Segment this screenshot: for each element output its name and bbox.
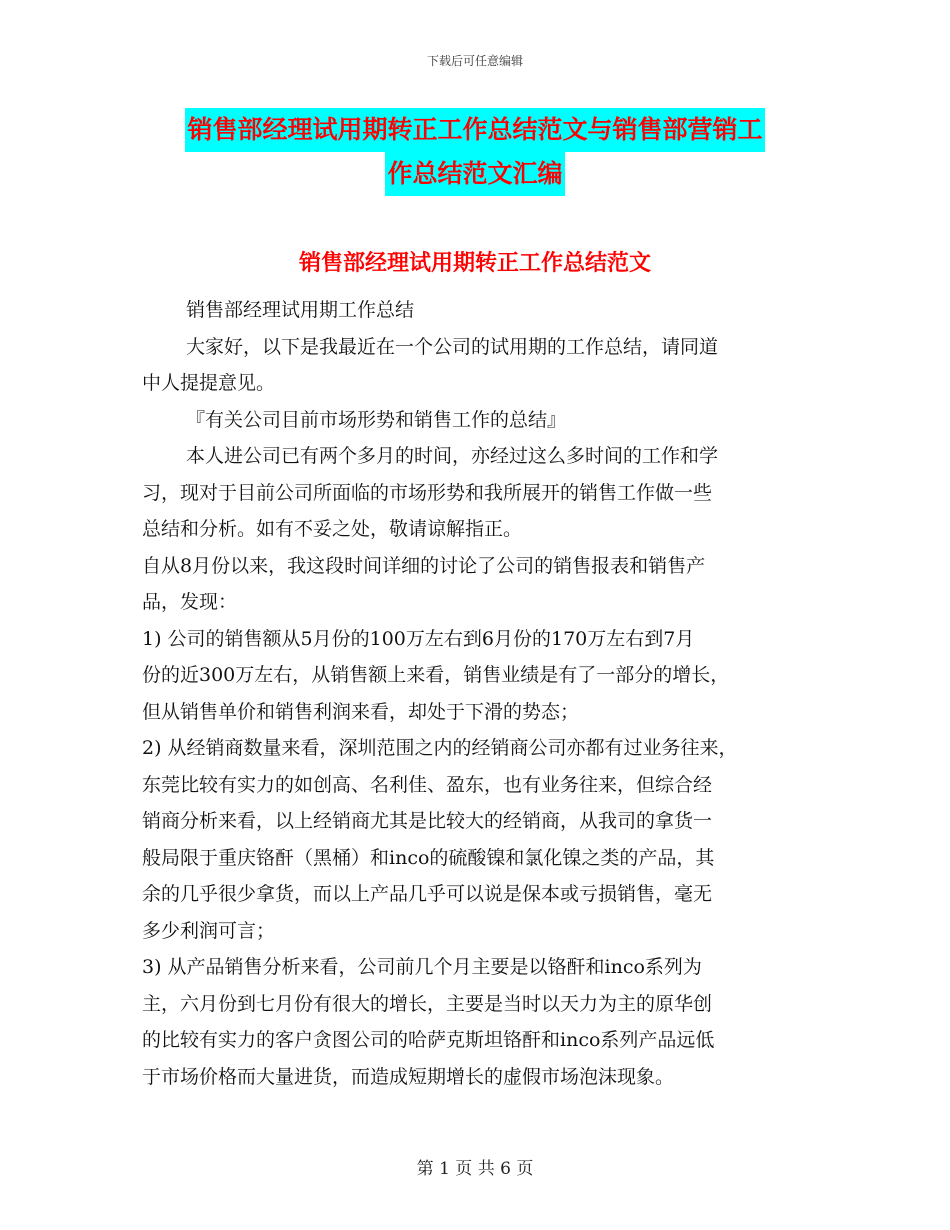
paragraph-line: 3) 从产品销售分析来看，公司前几个月主要是以铬酐和inco系列为 — [142, 956, 702, 978]
paragraph-line: 但从销售单价和销售利润来看，却处于下滑的势态； — [142, 700, 580, 723]
paragraph-line: 总结和分析。如有不妥之处，敬请谅解指正。 — [142, 518, 523, 540]
paragraph-line: 余的几乎很少拿货，而以上产品几乎可以说是保本或亏损销售，毫无 — [142, 883, 713, 905]
paragraph-line: 份的近300万左右，从销售额上来看，销售业绩是有了一部分的增长， — [142, 664, 730, 686]
paragraph-line: 般局限于重庆铬酐（黑桶）和inco的硫酸镍和氯化镍之类的产品，其 — [142, 846, 715, 869]
section-title: 销售部经理试用期转正工作总结范文 — [298, 251, 651, 276]
paragraph-line: 销商分析来看，以上经销商尤其是比较大的经销商，从我司的拿货一 — [142, 810, 713, 832]
paragraph-line: 本人进公司已有两个多月的时间，亦经过这么多时间的工作和学 — [186, 445, 719, 467]
paragraph-line: 『有关公司目前市场形势和销售工作的总结』 — [186, 408, 567, 431]
paragraph-line: 2) 从经销商数量来看，深圳范围之内的经销商公司亦都有过业务往来， — [142, 737, 738, 759]
paragraph-line: 的比较有实力的客户贪图公司的哈萨克斯坦铬酐和inco系列产品远低 — [142, 1029, 715, 1051]
paragraph-line: 大家好，以下是我最近在一个公司的试用期的工作总结，请同道 — [186, 335, 719, 358]
paragraph-line: 多少利润可言； — [142, 919, 276, 942]
paragraph-line: 自从8月份以来，我这段时间详细的讨论了公司的销售报表和销售产 — [142, 554, 706, 577]
paragraph-line: 习，现对于目前公司所面临的市场形势和我所展开的销售工作做一些 — [142, 481, 713, 504]
page-footer: 第 1 页 共 6 页 — [416, 1159, 534, 1179]
body-text — [142, 292, 822, 1095]
paragraph-line: 主，六月份到七月份有很大的增长，主要是当时以天力为主的原华创 — [142, 992, 713, 1015]
document-title — [120, 108, 830, 196]
paragraph-line: 1) 公司的销售额从5月份的100万左右到6月份的170万左右到7月 — [142, 627, 695, 650]
paragraph-line: 于市场价格而大量进货，而造成短期增长的虚假市场泡沫现象。 — [142, 1065, 675, 1088]
paragraph-line: 品，发现： — [142, 591, 238, 613]
paragraph-line: 销售部经理试用期工作总结 — [186, 299, 415, 321]
paragraph-line: 中人提提意见。 — [142, 372, 276, 394]
paragraph-line: 东莞比较有实力的如创高、名利佳、盈东，也有业务往来，但综合经 — [142, 773, 713, 796]
title-line-1: 销售部经理试用期转正工作总结范文与销售部营销工 — [185, 108, 764, 152]
title-line-2: 作总结范文汇编 — [385, 152, 564, 196]
page-header: 下载后可任意编辑 — [426, 54, 523, 68]
